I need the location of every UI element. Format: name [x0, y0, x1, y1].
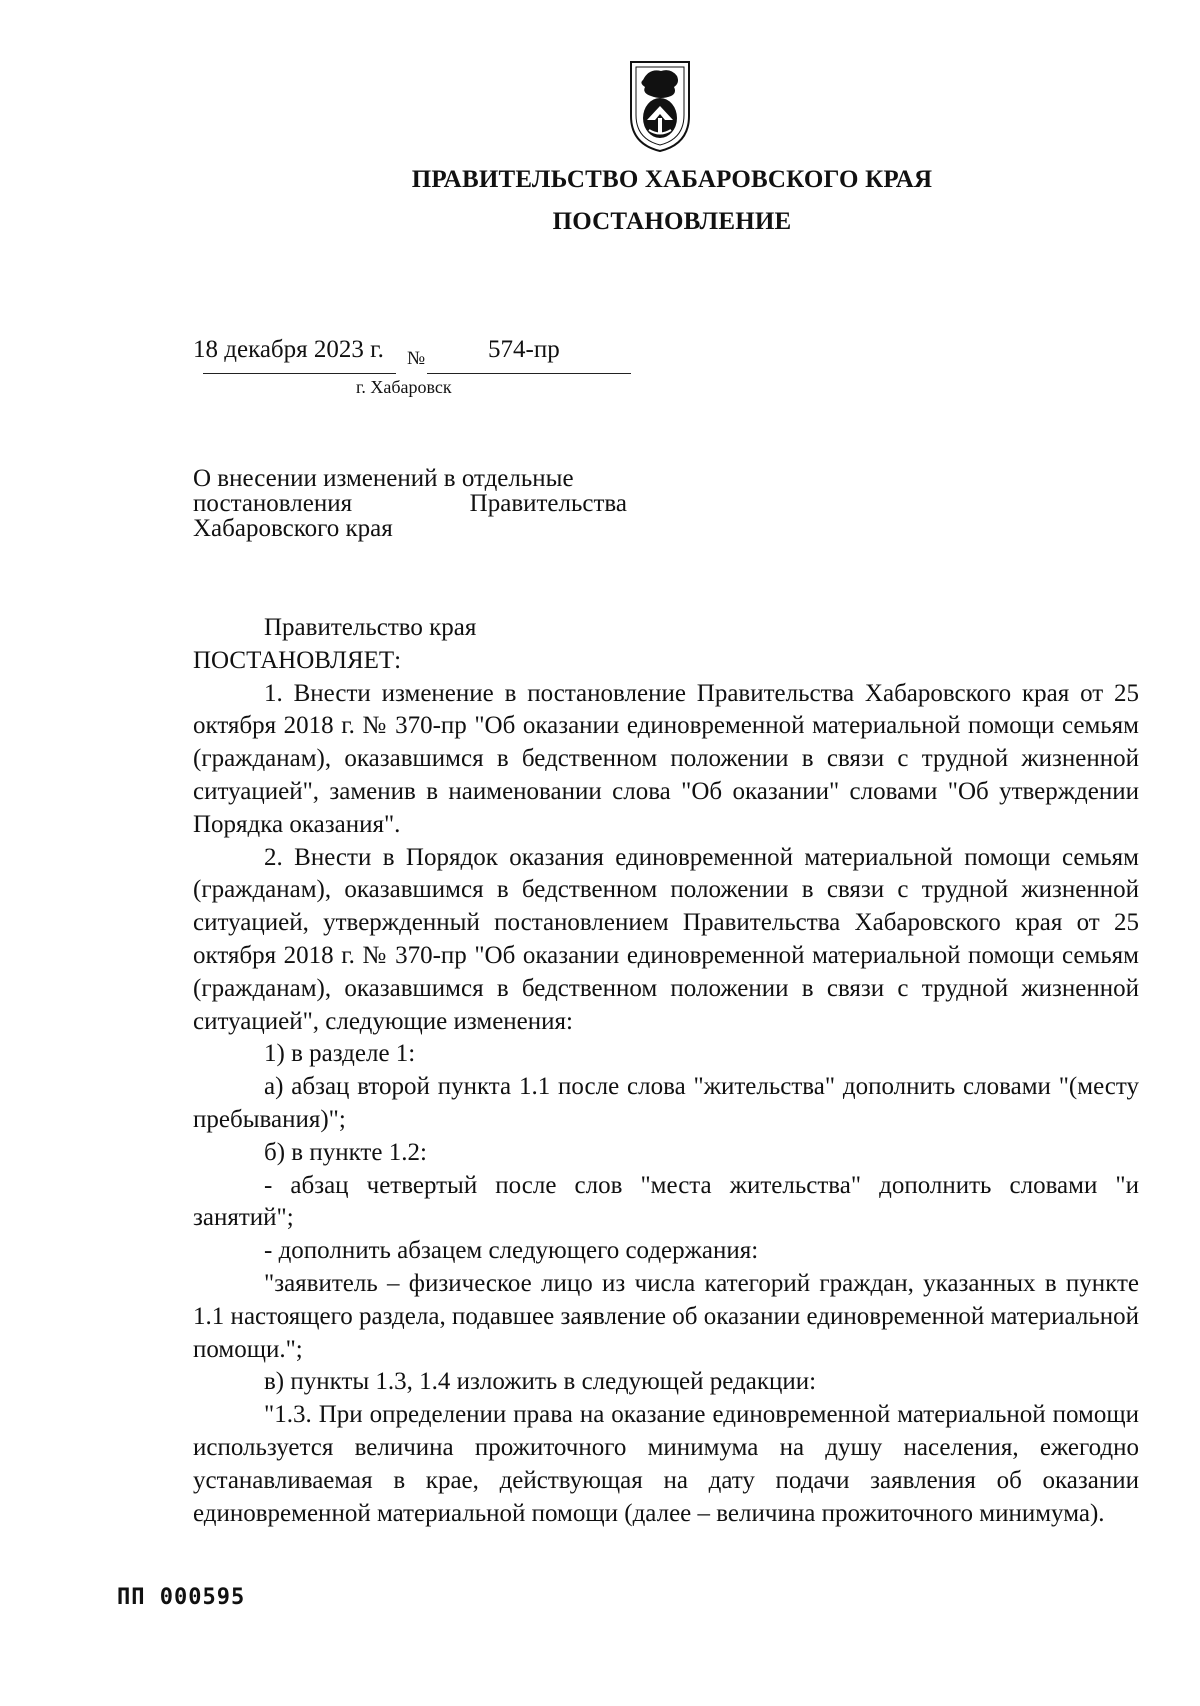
subject-line-1: О внесении изменений в отдельные	[193, 465, 574, 492]
subject-line-2	[193, 491, 627, 516]
body-paragraph: в) пункты 1.3, 1.4 изложить в следующей редакции:	[264, 1368, 817, 1396]
coat-of-arms-icon	[627, 58, 693, 154]
body-paragraph: - дополнить абзацем следующего содержания:	[264, 1237, 759, 1265]
body-paragraph: "заявитель – физическое лицо из числа категорий граждан, указанных в пункте 1.1 настоящего раздела, подавшее заявление об оказании единовременной материальной помощи.";	[193, 1269, 1139, 1363]
body-paragraph: б) в пункте 1.2:	[264, 1138, 427, 1166]
document-city: г. Хабаровск	[356, 377, 452, 397]
document-type: ПОСТАНОВЛЕНИЕ	[552, 208, 792, 235]
body-paragraph: "1.3. При определении права на оказание единовременной материальной помощи используется величина прожиточного минимума на душу населения, ежегодно устанавливаемая в крае, действующая на дату подачи заявления об оказании единовременной материальной помощи (далее – величина прожиточного минимума).	[193, 1401, 1139, 1527]
subject-line-2-left: постановления	[193, 490, 353, 517]
body-paragraph: а) абзац второй пункта 1.1 после слова "жительства" дополнить словами "(месту пребывания)";	[193, 1073, 1139, 1133]
body-paragraph: - абзац четвертый после слов "места жительства" дополнить словами "и занятий";	[193, 1171, 1139, 1232]
document-date: 18 декабря 2023 г.	[193, 336, 384, 363]
body-paragraph: 1. Внести изменение в постановление Правительства Хабаровского края от 25 октября 2018 г. № 370-пр "Об оказании единовременной материальной помощи семьям (гражданам), оказавшимся в бедственном положении в связи с трудной жизненной ситуацией", заменив в наименовании слова "Об оказании" словами "Об утверждении Порядка оказания".	[193, 679, 1139, 838]
footer-code: ПП 000595	[117, 1585, 246, 1610]
body-paragraph: 2. Внести в Порядок оказания единовременной материальной помощи семьям (гражданам), оказавшимся в бедственном положении в связи с трудной жизненной ситуацией, утвержденный постановлением Правительства Хабаровского края от 25 октября 2018 г. № 370-пр "Об оказании единовременной материальной помощи семьям (гражданам), оказавшимся в бедственном положении в связи с трудной жизненной ситуацией", следующие изменения:	[193, 843, 1139, 1035]
body-paragraph: 1) в разделе 1:	[264, 1040, 416, 1068]
document-number: 574-пр	[488, 336, 560, 363]
number-underline	[427, 373, 631, 374]
number-sign: №	[407, 348, 426, 369]
subject-line-3: Хабаровского края	[193, 515, 393, 542]
government-title: ПРАВИТЕЛЬСТВО ХАБАРОВСКОГО КРАЯ	[411, 166, 933, 193]
document-subject	[193, 466, 627, 541]
body-paragraph: Правительство края	[264, 614, 477, 641]
body-paragraph: ПОСТАНОВЛЯЕТ:	[193, 646, 402, 674]
document-body	[193, 612, 1139, 1530]
subject-line-2-right: Правительства	[469, 490, 627, 517]
date-underline	[203, 373, 396, 374]
